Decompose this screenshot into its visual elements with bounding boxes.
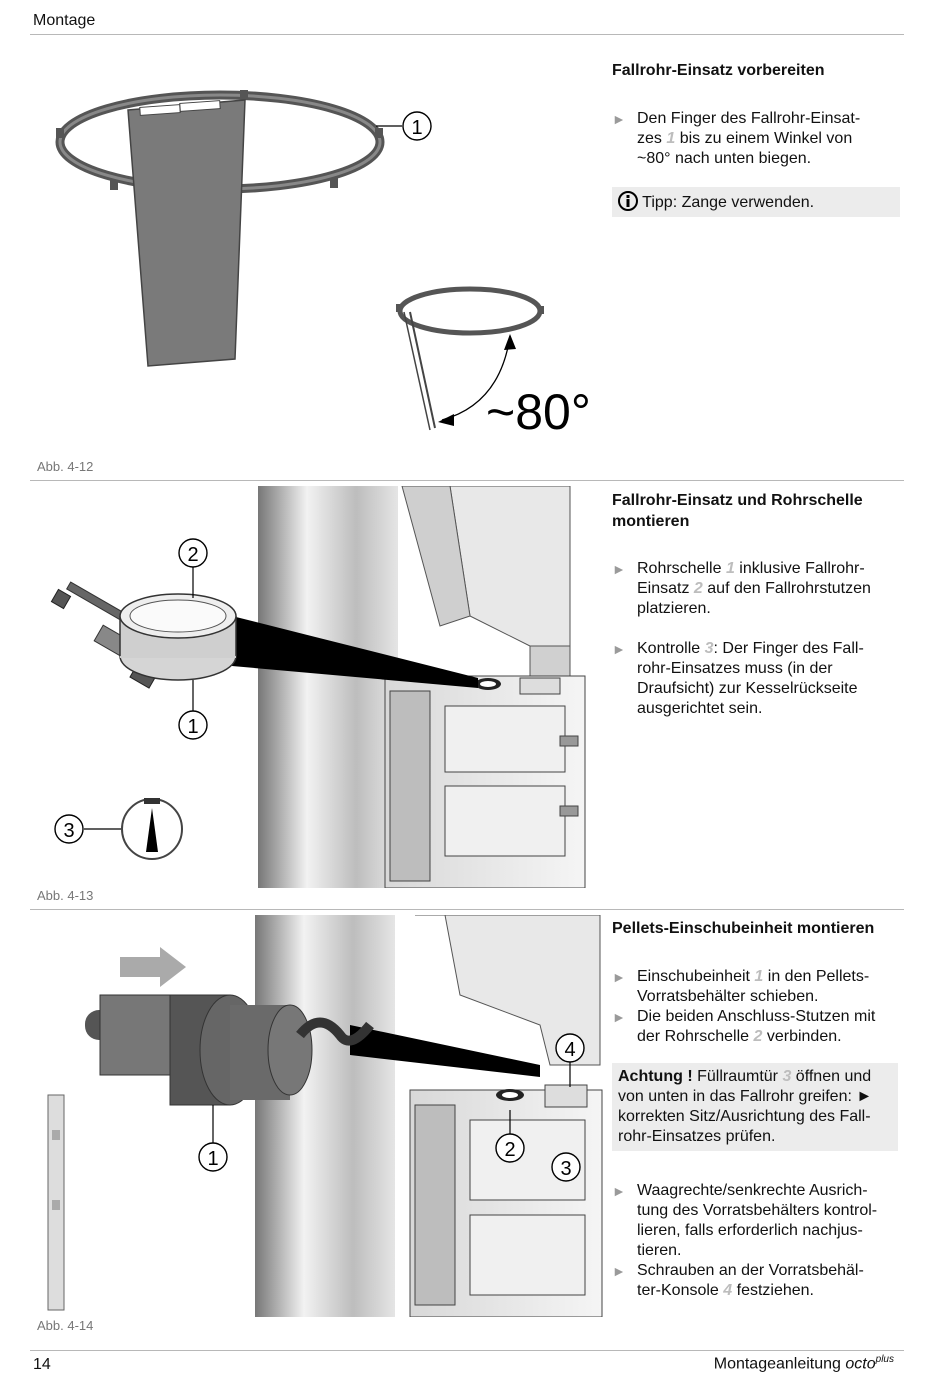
arrow-right-icon: ►: [612, 969, 626, 985]
tip-box: Tipp: Zange verwenden.: [612, 187, 900, 217]
svg-text:4: 4: [564, 1039, 576, 1061]
footer-divider: [30, 1350, 904, 1351]
section-header: Montage: [33, 12, 96, 29]
svg-text:1: 1: [207, 1148, 219, 1170]
section-3-text: [612, 918, 904, 1301]
svg-text:3: 3: [560, 1158, 572, 1180]
instruction-step: ► Den Finger des Fallrohr-Einsat- zes 1 bis zu einem Winkel von ~80° nach unten biegen.: [612, 110, 861, 167]
arrow-right-icon: ►: [612, 111, 626, 127]
figure-caption: Abb. 4-12: [37, 459, 94, 474]
instruction-step: ► Die beiden Anschluss-Stutzen mit der Rohrschelle 2 verbinden.: [612, 1008, 876, 1045]
figure-4-13-illustration: [30, 486, 605, 888]
header-divider: [30, 34, 904, 35]
svg-text:1: 1: [411, 117, 423, 139]
section-divider: [30, 909, 904, 910]
section-divider: [30, 480, 904, 481]
figure-4-12-illustration: [30, 44, 610, 444]
instruction-step: ► Waagrechte/senkrechte Ausrich- tung des Vorratsbehälters kontrol- lieren, falls erforderlich nachjus- tieren.: [612, 1182, 878, 1259]
angle-label: ~80°: [486, 384, 591, 440]
page-number: 14: [33, 1356, 51, 1373]
section-title: Fallrohr-Einsatz vorbereiten: [612, 62, 825, 79]
svg-text:1: 1: [187, 716, 199, 738]
section-title: Pellets-Einschubeinheit montieren: [612, 920, 875, 937]
svg-text:2: 2: [187, 544, 199, 566]
figure-4-14-illustration: [30, 915, 605, 1317]
figure-caption: Abb. 4-14: [37, 1318, 94, 1333]
arrow-right-icon: ►: [612, 1183, 626, 1199]
instruction-step: ► Schrauben an der Vorratsbehäl- ter-Konsole 4 festziehen.: [612, 1262, 864, 1299]
instruction-step: ► Kontrolle 3: Der Finger des Fall- rohr-Einsatzes muss (in der Draufsicht) zur Kesselrückseite ausgerichtet sein.: [612, 640, 864, 717]
figure-caption: Abb. 4-13: [37, 888, 94, 903]
section-1-text: [612, 60, 902, 217]
svg-text:2: 2: [504, 1139, 516, 1161]
arrow-right-icon: ►: [612, 641, 626, 657]
section-title: Fallrohr-Einsatz und Rohrschelle montieren: [612, 492, 863, 530]
document-title: Montageanleitung octo$^{plus}$: [713, 1354, 894, 1373]
info-icon: [618, 191, 638, 211]
instruction-step: ► Einschubeinheit 1 in den Pellets- Vorratsbehälter schieben.: [612, 968, 870, 1005]
arrow-right-icon: ►: [612, 1263, 626, 1279]
section-2-text: [612, 490, 902, 719]
arrow-right-icon: ►: [612, 561, 626, 577]
svg-text:3: 3: [63, 820, 75, 842]
arrow-right-icon: ►: [612, 1009, 626, 1025]
instruction-step: ► Rohrschelle 1 inklusive Fallrohr- Einsatz 2 auf den Fallrohrstutzen platzieren.: [612, 560, 871, 617]
warning-box: Achtung ! Füllraumtür 3 öffnen und von unten in das Fallrohr greifen: ► korrekten Sitz/Ausrichtung des Fall- rohr-Einsatzes prüfen.: [612, 1063, 898, 1151]
